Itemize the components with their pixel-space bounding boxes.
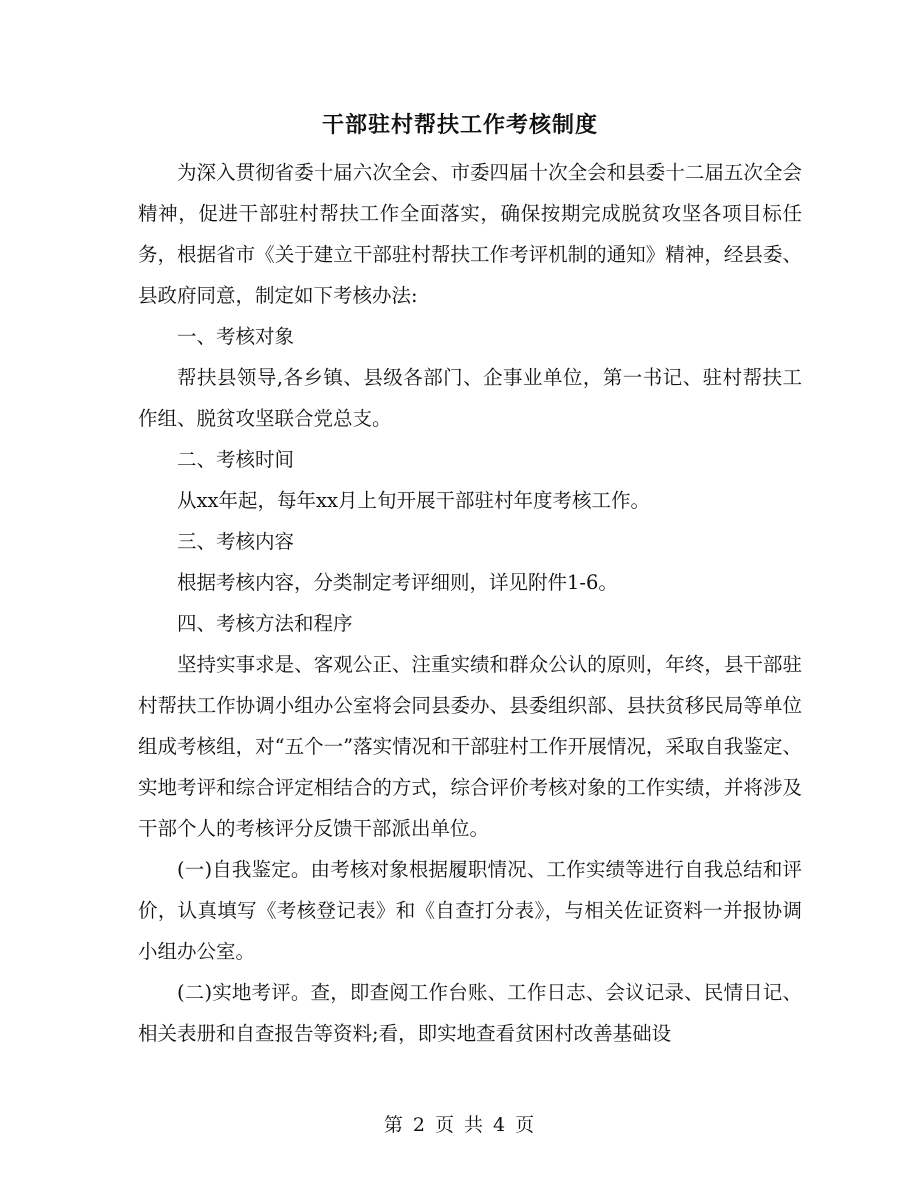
page-number-footer: 第 2 页 共 4 页 xyxy=(383,1114,537,1136)
section-text-content: 根据考核内容，分类制定考评细则，详见附件1-6。 xyxy=(177,571,618,594)
section-heading-content: 三、考核内容 xyxy=(177,530,295,553)
document-title: 干部驻村帮扶工作考核制度 xyxy=(321,112,598,138)
item-self-assessment: (一)自我鉴定。由考核对象根据履职情况、工作实绩等进行自我总结和评价，认真填写《考核登记表》和《自查打分表》，与相关佐证资料一并报协调小组办公室。 xyxy=(138,858,802,963)
section-text-time: 从xx年起，每年xx月上旬开展干部驻村年度考核工作。 xyxy=(177,489,650,512)
section-text-method: 坚持实事求是、客观公正、注重实绩和群众公认的原则，年终，县干部驻村帮扶工作协调小组办公室将会同县委办、县委组织部、县扶贫移民局等单位组成考核组，对“五个一”落实情况和干部驻村工作开展情况，采取自我鉴定、实地考评和综合评定相结合的方式，综合评价考核对象的工作实绩，并将涉及干部个人的考核评分反馈干部派出单位。 xyxy=(138,653,802,840)
section-heading-method: 四、考核方法和程序 xyxy=(177,612,353,635)
intro-paragraph: 为深入贯彻省委十届六次全会、市委四届十次全会和县委十二届五次全会精神，促进干部驻村帮扶工作全面落实，确保按期完成脱贫攻坚各项目标任务，根据省市《关于建立干部驻村帮扶工作考评机制的通知》精神，经县委、县政府同意，制定如下考核办法: xyxy=(138,161,802,307)
section-heading-time: 二、考核时间 xyxy=(177,448,295,471)
section-text-subjects: 帮扶县领导,各乡镇、县级各部门、企事业单位，第一书记、驻村帮扶工作组、脱贫攻坚联合党总支。 xyxy=(138,366,802,430)
item-field-assessment: (二)实地考评。查，即查阅工作台账、工作日志、会议记录、民情日记、相关表册和自查报告等资料;看，即实地查看贫困村改善基础设 xyxy=(138,981,802,1045)
document-body xyxy=(138,152,802,1054)
section-heading-subjects: 一、考核对象 xyxy=(177,325,295,348)
